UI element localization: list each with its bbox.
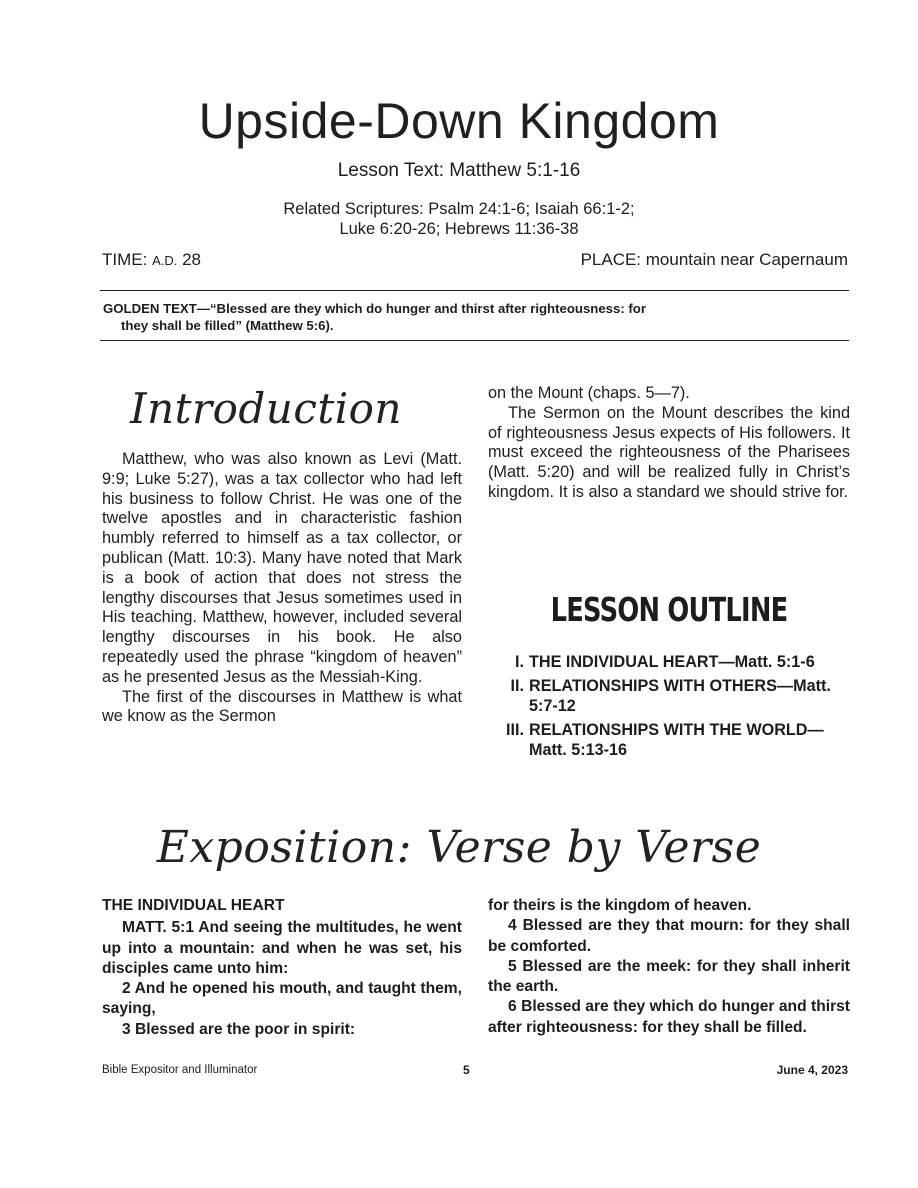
exposition-heading: Exposition: Verse by Verse: [156, 822, 762, 873]
footer-date: June 4, 2023: [776, 1063, 848, 1077]
divider-bottom: [100, 340, 849, 341]
introduction-right-column: [488, 384, 850, 503]
outline-item: [497, 720, 837, 760]
scripture-verse: 6 Blessed are they which do hunger and thirst after righteousness: for they shall be filled.: [488, 998, 850, 1036]
lesson-outline-list: [497, 652, 837, 764]
scripture-verse: MATT. 5:1 And seeing the multitudes, he went up into a mountain: and when he was set, his disciples came unto him:: [102, 919, 462, 977]
time-era: A.D.: [152, 253, 178, 268]
lesson-outline-heading: LESSON OUTLINE: [550, 590, 788, 629]
outline-item-number: I.: [515, 653, 524, 671]
time-label: TIME:: [102, 250, 153, 269]
outline-item-text: RELATIONSHIPS WITH THE WORLD—Matt. 5:13-16: [529, 721, 824, 759]
related-scriptures-line: Related Scriptures: Psalm 24:1-6; Isaiah 66:1-2;: [283, 200, 635, 218]
related-scriptures-line: Luke 6:20-26; Hebrews 11:36-38: [339, 220, 579, 238]
scripture-verse: 4 Blessed are they that mourn: for they shall be comforted.: [488, 917, 850, 955]
outline-item-text: THE INDIVIDUAL HEART—Matt. 5:1-6: [529, 653, 815, 671]
scripture-verse: 3 Blessed are the poor in spirit:: [122, 1020, 356, 1038]
introduction-paragraph: The first of the discourses in Matthew is what we know as the Sermon: [102, 687, 462, 726]
exposition-right-column: [488, 896, 850, 1038]
outline-item-text: RELATIONSHIPS WITH OTHERS—Matt. 5:7-12: [529, 677, 831, 715]
introduction-paragraph: Matthew, who was also known as Levi (Matt. 9:9; Luke 5:27), was a tax collector who had left his business to follow Christ. He was one of the twelve apostles and in characteristic fashion humbly referred to himself as a tax collector, or publican (Matt. 10:3). Many have noted that Mark is a book of action that does not stress the lengthy discourses that Jesus sometimes used in His teaching. Matthew, however, included several lengthy discourses in his book. He also repeatedly used the phrase “kingdom of heaven” as he presented Jesus as the Messiah-King.: [102, 450, 462, 686]
divider-top: [100, 290, 849, 291]
footer-page-number: 5: [463, 1063, 470, 1077]
outline-item: [497, 652, 837, 672]
introduction-left-column: [102, 450, 462, 727]
outline-item-number: III.: [506, 721, 524, 739]
lesson-place: PLACE: mountain near Capernaum: [580, 250, 848, 269]
golden-text: [103, 300, 847, 334]
golden-text-line: they shall be filled” (Matthew 5:6).: [121, 318, 334, 333]
exposition-section-heading: THE INDIVIDUAL HEART: [102, 897, 285, 914]
time-year: 28: [177, 250, 201, 269]
lesson-text-reference: Lesson Text: Matthew 5:1-16: [337, 160, 581, 181]
outline-item: [497, 676, 837, 716]
scripture-verse-continued: for theirs is the kingdom of heaven.: [488, 897, 752, 914]
related-scriptures: [200, 199, 718, 239]
golden-text-line: GOLDEN TEXT—“Blessed are they which do hunger and thirst after righteousness: for: [103, 301, 646, 316]
introduction-paragraph: The Sermon on the Mount describes the kind of righteousness Jesus expects of His followers. It must exceed the righteousness of the Pharisees (Matt. 5:20) and will be realized fully in Christ’s kingdom. It is also a standard we should strive for.: [488, 403, 850, 501]
introduction-paragraph-continued: on the Mount (chaps. 5—7).: [488, 384, 690, 402]
footer-publication: Bible Expositor and Illuminator: [102, 1064, 258, 1076]
introduction-heading: Introduction: [130, 384, 402, 433]
outline-item-number: II.: [510, 677, 524, 695]
lesson-title: Upside-Down Kingdom: [198, 93, 720, 149]
scripture-verse: 2 And he opened his mouth, and taught them, saying,: [102, 980, 462, 1018]
exposition-left-column: [102, 896, 462, 1040]
lesson-time: [102, 250, 201, 270]
scripture-verse: 5 Blessed are the meek: for they shall inherit the earth.: [488, 957, 850, 996]
